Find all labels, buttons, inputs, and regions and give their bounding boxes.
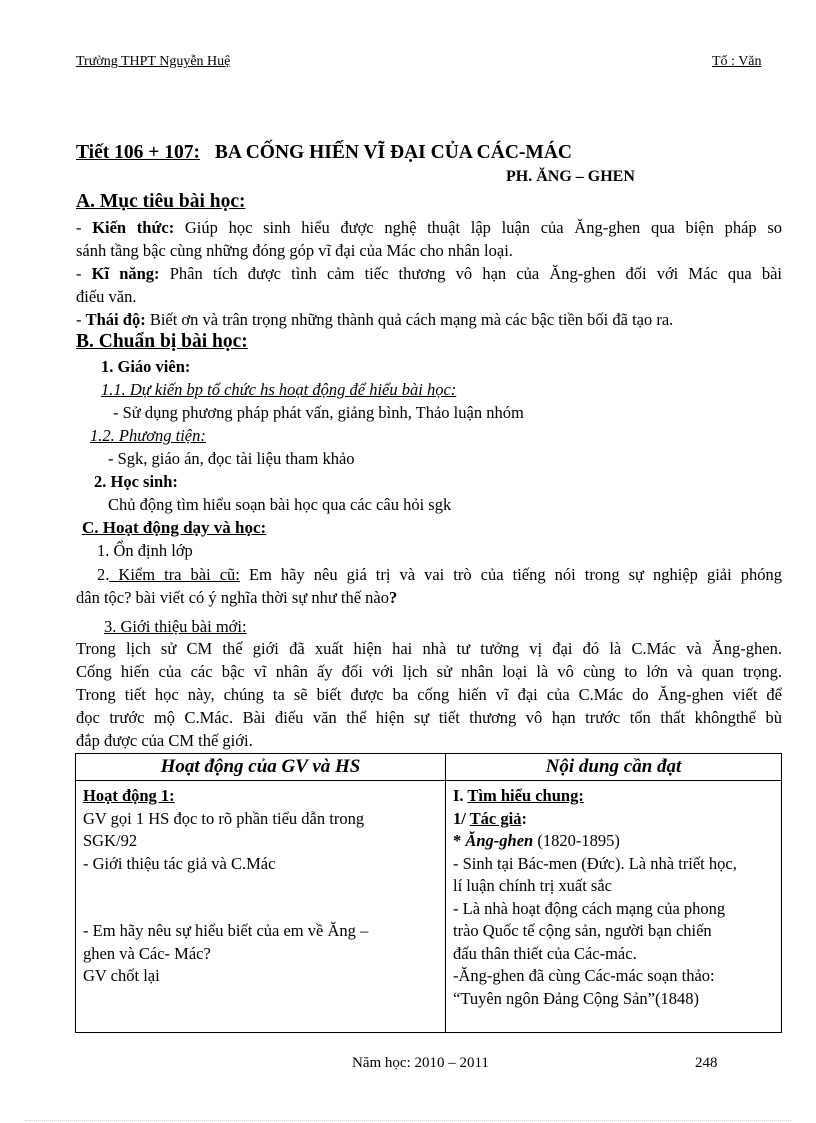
activity-1-title: Hoạt động 1: — [83, 786, 175, 805]
intro-line-4: đọc trước mộ C.Mác. Bài điếu văn thể hiện sự tiết thương vô hạn trước tổn thất khôngthể bù — [76, 708, 782, 727]
content-line-2: 1/ Tác giả: — [453, 808, 527, 828]
content-line-9: -Ăng-ghen đã cùng Các-mác soạn thảo: — [453, 966, 715, 985]
department-name: Tổ : Văn — [712, 54, 762, 69]
activity-line-1: GV gọi 1 HS đọc to rõ phần tiểu dẫn trong — [83, 808, 365, 828]
activity-line-3: - Giới thiệu tác giả và C.Mác — [83, 853, 276, 873]
step-2-line-2: dân tộc? bài viết có ý nghĩa thời sự như thế nào? — [76, 588, 398, 607]
lesson-author: PH. ĂNG – GHEN — [506, 168, 635, 185]
col2-header: Nội dung cần đạt — [446, 754, 782, 781]
content-line-1: I. Tìm hiểu chung: — [453, 786, 584, 805]
teacher-sub-2: 1.2. Phương tiện: — [90, 426, 206, 445]
content-line-7: trào Quốc tế cộng sản, người bạn chiến — [453, 921, 712, 940]
col2-cell — [446, 781, 782, 1033]
lesson-title — [76, 142, 572, 164]
activity-line-5: ghen và Các- Mác? — [83, 943, 211, 963]
student-item: Chủ động tìm hiểu soạn bài học qua các câu hỏi sgk — [108, 495, 452, 514]
intro-line-3: Trong tiết học này, chúng ta sẽ biết được ba cống hiến vĩ đại của C.Mác do Ăng-ghen viết để — [76, 685, 782, 704]
lesson-name: BA CỐNG HIẾN VĨ ĐẠI CỦA CÁC-MÁC — [214, 142, 572, 163]
content-line-6: - Là nhà hoạt động cách mạng của phong — [453, 898, 726, 918]
col1-cell — [76, 781, 446, 1033]
knowledge-line-1: - Kiến thức: Giúp học sinh hiểu được nghệ thuật lập luận của Ăng-ghen qua biện pháp so — [76, 218, 783, 237]
knowledge-line-2: sánh tầng bậc cùng những đóng góp vĩ đại của Mác cho nhân loại. — [76, 241, 513, 260]
step-3: 3. Giới thiệu bài mới: — [104, 617, 247, 636]
skill-line-1: - Kĩ năng: Phân tích được tình cảm tiếc thương vô hạn của Ăng-ghen đối với Mác qua bài — [76, 264, 782, 283]
intro-line-5: đắp được của CM thế giới. — [76, 731, 253, 750]
teacher-sub-1-item: - Sử dụng phương pháp phát vấn, giảng bình, Thảo luận nhóm — [113, 403, 524, 422]
student-heading: 2. Học sinh: — [94, 472, 178, 491]
activity-table — [75, 753, 782, 1033]
footer-year: Năm học: 2010 – 2011 — [352, 1055, 489, 1071]
skill-line-2: điếu văn. — [76, 287, 137, 306]
teacher-sub-1: 1.1. Dự kiến bp tổ chức hs hoạt động để hiểu bài học: — [101, 380, 457, 399]
section-a-heading: A. Mục tiêu bài học: — [76, 191, 246, 212]
page-number: 248 — [695, 1055, 718, 1071]
section-c-heading: C. Hoạt động dạy và học: — [82, 518, 267, 537]
school-name: Trường THPT Nguyễn Huệ — [76, 54, 231, 69]
attitude-line: - Thái độ: Biết ơn và trân trọng những thành quả cách mạng mà các bậc tiền bối đã tạo ra. — [76, 310, 674, 329]
col1-header: Hoạt động của GV và HS — [76, 754, 446, 781]
step-1: 1. Ổn định lớp — [97, 541, 193, 560]
activity-line-6: GV chốt lại — [83, 966, 160, 985]
content-line-10: “Tuyên ngôn Đảng Cộng Sản”(1848) — [453, 988, 699, 1008]
teacher-heading: 1. Giáo viên: — [101, 357, 191, 376]
activity-line-2: SGK/92 — [83, 831, 138, 850]
section-b-heading: B. Chuẩn bị bài học: — [76, 331, 248, 352]
content-line-3: * Ăng-ghen (1820-1895) — [453, 831, 620, 850]
page-bottom-divider — [25, 1120, 791, 1121]
teacher-sub-2-item: - Sgk, giáo án, đọc tài liệu tham khảo — [108, 449, 355, 468]
intro-line-1: Trong lịch sử CM thế giới đã xuất hiện hai nhà tư tưởng vị đại đó là C.Mác và Ăng-ghen. — [76, 639, 782, 658]
lesson-number: Tiết 106 + 107: — [76, 142, 200, 163]
intro-line-2: Cống hiến của các bậc vĩ nhân ấy đối với lịch sử nhân loại là vô cùng to lớn và quan trọng. — [76, 662, 782, 681]
content-line-5: lí luận chính trị xuất sắc — [453, 876, 612, 895]
content-line-8: đấu thân thiết của Các-mác. — [453, 943, 637, 963]
activity-line-4: - Em hãy nêu sự hiểu biết của em về Ăng – — [83, 921, 369, 940]
step-2-line-1: 2. Kiểm tra bài cũ: Em hãy nêu giá trị và vai trò của tiếng nói trong sự nghiệp giải phóng — [97, 565, 782, 584]
content-line-4: - Sinh tại Bác-men (Đức). Là nhà triết học, — [453, 853, 737, 873]
